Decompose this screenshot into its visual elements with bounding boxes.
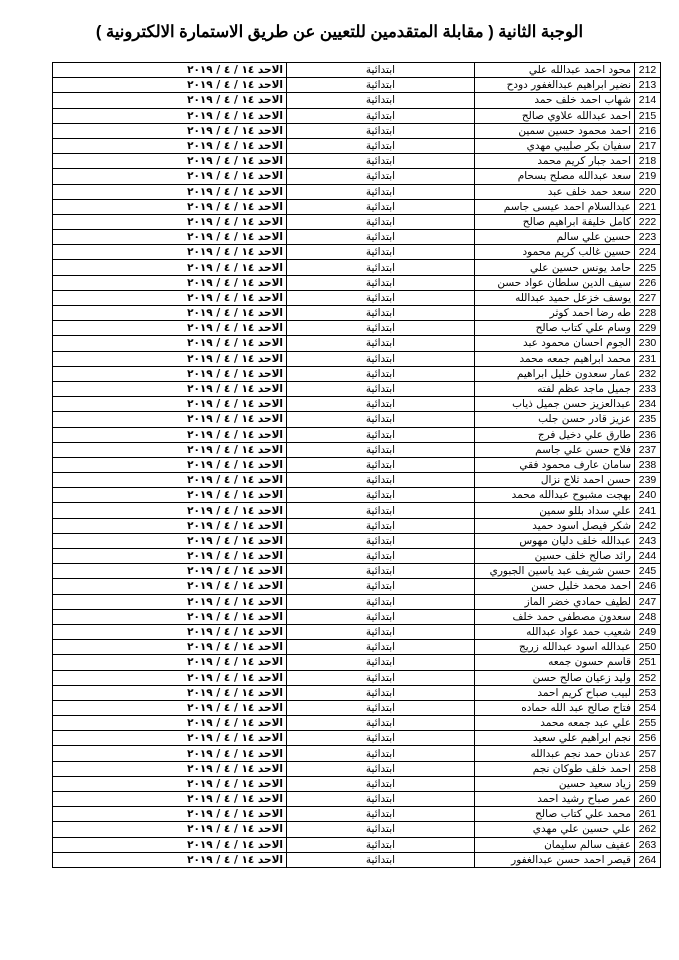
interview-date: الاحد ١٤ / ٤ / ٢٠١٩ [53,503,287,518]
row-number: 214 [635,93,661,108]
row-number: 231 [635,351,661,366]
interview-date: الاحد ١٤ / ٤ / ٢٠١٩ [53,306,287,321]
school-stage: ابتدائية [287,351,475,366]
interview-date: الاحد ١٤ / ٤ / ٢٠١٩ [53,579,287,594]
table-row [53,214,661,229]
interview-date: الاحد ١٤ / ٤ / ٢٠١٩ [53,852,287,867]
applicant-name: لبيب صباح كريم احمد [475,685,635,700]
row-number: 245 [635,564,661,579]
applicant-name: عبدالله خلف دليان مهوس [475,533,635,548]
applicant-name: الجوم احسان محمود عبد [475,336,635,351]
table-row [53,624,661,639]
table-row [53,321,661,336]
table-row [53,700,661,715]
interview-date: الاحد ١٤ / ٤ / ٢٠١٩ [53,245,287,260]
interview-date: الاحد ١٤ / ٤ / ٢٠١٩ [53,549,287,564]
table-row [53,503,661,518]
table-row [53,761,661,776]
row-number: 257 [635,746,661,761]
table-row [53,199,661,214]
school-stage: ابتدائية [287,685,475,700]
applicant-name: محمد علي كتاب صالح [475,807,635,822]
row-number: 218 [635,154,661,169]
row-number: 239 [635,473,661,488]
table-row [53,442,661,457]
table-row [53,731,661,746]
applicant-name: عزيز قادر حسن جلب [475,412,635,427]
table-row [53,579,661,594]
table-row [53,594,661,609]
applicant-name: عبدالعزيز حسن جميل ذياب [475,397,635,412]
row-number: 212 [635,63,661,78]
applicant-name: وسام علي كتاب صالح [475,321,635,336]
applicant-name: شعيب حمد عواد عبدالله [475,624,635,639]
applicant-name: طه رضا احمد كوثر [475,306,635,321]
row-number: 258 [635,761,661,776]
row-number: 244 [635,549,661,564]
school-stage: ابتدائية [287,852,475,867]
interview-date: الاحد ١٤ / ٤ / ٢٠١٩ [53,624,287,639]
applicant-name: قيصر احمد حسن عبدالغفور [475,852,635,867]
row-number: 254 [635,700,661,715]
row-number: 217 [635,138,661,153]
row-number: 261 [635,807,661,822]
table-row [53,518,661,533]
interview-date: الاحد ١٤ / ٤ / ٢٠١٩ [53,427,287,442]
table-row [53,473,661,488]
row-number: 250 [635,640,661,655]
school-stage: ابتدائية [287,93,475,108]
school-stage: ابتدائية [287,594,475,609]
table-row [53,381,661,396]
applicant-name: فلاح حسن علي جاسم [475,442,635,457]
row-number: 242 [635,518,661,533]
interview-date: الاحد ١٤ / ٤ / ٢٠١٩ [53,78,287,93]
row-number: 256 [635,731,661,746]
applicant-name: شهاب احمد خلف حمد [475,93,635,108]
table-row [53,488,661,503]
school-stage: ابتدائية [287,154,475,169]
interview-date: الاحد ١٤ / ٤ / ٢٠١٩ [53,837,287,852]
applicant-name: طارق علي دخيل فرج [475,427,635,442]
school-stage: ابتدائية [287,609,475,624]
applicant-name: بهجت مشبوح عبدالله محمد [475,488,635,503]
table-row [53,837,661,852]
interview-date: الاحد ١٤ / ٤ / ٢٠١٩ [53,822,287,837]
interview-date: الاحد ١٤ / ٤ / ٢٠١٩ [53,321,287,336]
table-row [53,366,661,381]
interview-date: الاحد ١٤ / ٤ / ٢٠١٩ [53,63,287,78]
table-row [53,792,661,807]
applicant-name: حسن شريف عبد ياسين الجبوري [475,564,635,579]
table-row [53,533,661,548]
school-stage: ابتدائية [287,518,475,533]
table-row [53,412,661,427]
row-number: 222 [635,214,661,229]
applicant-name: سيف الدين سلطان عواد حسن [475,275,635,290]
table-row [53,93,661,108]
row-number: 259 [635,776,661,791]
applicant-name: احمد محمود حسين سمين [475,123,635,138]
applicant-name: علي حسين علي مهدي [475,822,635,837]
applicant-name: محود احمد عبدالله علي [475,63,635,78]
applicant-name: شكر فيصل اسود حميد [475,518,635,533]
applicant-name: علي سداد بللو سمين [475,503,635,518]
table-row [53,63,661,78]
table-row [53,169,661,184]
table-row [53,154,661,169]
table-row [53,670,661,685]
row-number: 235 [635,412,661,427]
interview-date: الاحد ١٤ / ٤ / ٢٠١٩ [53,609,287,624]
school-stage: ابتدائية [287,670,475,685]
table-row [53,427,661,442]
interview-date: الاحد ١٤ / ٤ / ٢٠١٩ [53,336,287,351]
school-stage: ابتدائية [287,260,475,275]
row-number: 221 [635,199,661,214]
interview-date: الاحد ١٤ / ٤ / ٢٠١٩ [53,290,287,305]
interview-date: الاحد ١٤ / ٤ / ٢٠١٩ [53,776,287,791]
table-row [53,609,661,624]
row-number: 220 [635,184,661,199]
row-number: 251 [635,655,661,670]
table-row [53,852,661,867]
table-row [53,397,661,412]
applicant-name: نضير ابراهيم عبدالغفور دودح [475,78,635,93]
school-stage: ابتدائية [287,108,475,123]
applicant-name: نجم ابراهيم علي سعيد [475,731,635,746]
interview-date: الاحد ١٤ / ٤ / ٢٠١٩ [53,761,287,776]
school-stage: ابتدائية [287,427,475,442]
applicant-name: احمد عبدالله علاوي صالح [475,108,635,123]
row-number: 240 [635,488,661,503]
applicant-name: حسن احمد ثلاج نزال [475,473,635,488]
applicant-name: عبدالسلام احمد عيسى جاسم [475,199,635,214]
row-number: 215 [635,108,661,123]
school-stage: ابتدائية [287,761,475,776]
applicant-name: سعد حمد خلف عبد [475,184,635,199]
school-stage: ابتدائية [287,245,475,260]
interview-date: الاحد ١٤ / ٤ / ٢٠١٩ [53,138,287,153]
school-stage: ابتدائية [287,199,475,214]
applicant-name: زياد سعيد حسين [475,776,635,791]
table-row [53,108,661,123]
school-stage: ابتدائية [287,746,475,761]
applicant-name: احمد جبار كريم محمد [475,154,635,169]
school-stage: ابتدائية [287,457,475,472]
school-stage: ابتدائية [287,230,475,245]
interview-date: الاحد ١٤ / ٤ / ٢٠١٩ [53,700,287,715]
row-number: 225 [635,260,661,275]
interview-date: الاحد ١٤ / ٤ / ٢٠١٩ [53,518,287,533]
table-row [53,290,661,305]
school-stage: ابتدائية [287,822,475,837]
row-number: 241 [635,503,661,518]
table-row [53,184,661,199]
interview-date: الاحد ١٤ / ٤ / ٢٠١٩ [53,746,287,761]
row-number: 224 [635,245,661,260]
row-number: 248 [635,609,661,624]
row-number: 236 [635,427,661,442]
interview-date: الاحد ١٤ / ٤ / ٢٠١٩ [53,154,287,169]
applicant-name: سعد عبدالله مصلح بسحام [475,169,635,184]
school-stage: ابتدائية [287,792,475,807]
applicant-name: محمد ابراهيم جمعه محمد [475,351,635,366]
table-row [53,351,661,366]
table-row [53,549,661,564]
school-stage: ابتدائية [287,366,475,381]
interview-date: الاحد ١٤ / ٤ / ٢٠١٩ [53,792,287,807]
school-stage: ابتدائية [287,63,475,78]
table-row [53,260,661,275]
school-stage: ابتدائية [287,549,475,564]
applicant-name: يوسف خزعل حميد عبدالله [475,290,635,305]
school-stage: ابتدائية [287,442,475,457]
row-number: 263 [635,837,661,852]
interview-date: الاحد ١٤ / ٤ / ٢٠١٩ [53,169,287,184]
table-row [53,564,661,579]
school-stage: ابتدائية [287,655,475,670]
table-row [53,457,661,472]
interview-date: الاحد ١٤ / ٤ / ٢٠١٩ [53,716,287,731]
row-number: 262 [635,822,661,837]
interview-date: الاحد ١٤ / ٤ / ٢٠١٩ [53,533,287,548]
interview-date: الاحد ١٤ / ٤ / ٢٠١٩ [53,260,287,275]
applicant-name: علي عبد جمعه محمد [475,716,635,731]
applicant-name: وليد زعيان صالح حسن [475,670,635,685]
school-stage: ابتدائية [287,533,475,548]
school-stage: ابتدائية [287,731,475,746]
school-stage: ابتدائية [287,336,475,351]
applicant-name: كامل خليفة ابراهيم صالح [475,214,635,229]
school-stage: ابتدائية [287,78,475,93]
interview-date: الاحد ١٤ / ٤ / ٢٠١٩ [53,640,287,655]
interview-date: الاحد ١٤ / ٤ / ٢٠١٩ [53,351,287,366]
interview-date: الاحد ١٤ / ٤ / ٢٠١٩ [53,275,287,290]
table-row [53,336,661,351]
row-number: 247 [635,594,661,609]
school-stage: ابتدائية [287,397,475,412]
row-number: 243 [635,533,661,548]
interview-date: الاحد ١٤ / ٤ / ٢٠١٩ [53,108,287,123]
applicant-name: عدنان حمد نجم عبدالله [475,746,635,761]
row-number: 216 [635,123,661,138]
table-row [53,138,661,153]
row-number: 228 [635,306,661,321]
school-stage: ابتدائية [287,503,475,518]
interview-date: الاحد ١٤ / ٤ / ٢٠١٩ [53,685,287,700]
table-row [53,807,661,822]
applicant-name: عفيف سالم سليمان [475,837,635,852]
school-stage: ابتدائية [287,184,475,199]
school-stage: ابتدائية [287,290,475,305]
row-number: 238 [635,457,661,472]
table-row [53,78,661,93]
row-number: 213 [635,78,661,93]
table-row [53,822,661,837]
interview-date: الاحد ١٤ / ٤ / ٢٠١٩ [53,670,287,685]
applicant-name: سعدون مصطفى حمد خلف [475,609,635,624]
interview-date: الاحد ١٤ / ٤ / ٢٠١٩ [53,473,287,488]
table-row [53,275,661,290]
applicant-name: احمد محمد خليل حسن [475,579,635,594]
row-number: 252 [635,670,661,685]
interview-date: الاحد ١٤ / ٤ / ٢٠١٩ [53,366,287,381]
applicant-name: عمار سعدون خليل ابراهيم [475,366,635,381]
table-row [53,245,661,260]
table-row [53,640,661,655]
table-row [53,306,661,321]
school-stage: ابتدائية [287,807,475,822]
interview-date: الاحد ١٤ / ٤ / ٢٠١٩ [53,230,287,245]
interview-date: الاحد ١٤ / ٤ / ٢٠١٩ [53,564,287,579]
interview-date: الاحد ١٤ / ٤ / ٢٠١٩ [53,457,287,472]
applicant-name: فتاح صالح عبد الله حماده [475,700,635,715]
interview-date: الاحد ١٤ / ٤ / ٢٠١٩ [53,655,287,670]
school-stage: ابتدائية [287,564,475,579]
row-number: 253 [635,685,661,700]
school-stage: ابتدائية [287,412,475,427]
interview-date: الاحد ١٤ / ٤ / ٢٠١٩ [53,123,287,138]
school-stage: ابتدائية [287,123,475,138]
school-stage: ابتدائية [287,640,475,655]
applicant-name: جميل ماجد عظم لفته [475,381,635,396]
interview-date: الاحد ١٤ / ٤ / ٢٠١٩ [53,184,287,199]
applicant-name: لطيف حمادي خضر الماز [475,594,635,609]
interview-date: الاحد ١٤ / ٤ / ٢٠١٩ [53,381,287,396]
row-number: 232 [635,366,661,381]
table-row [53,776,661,791]
school-stage: ابتدائية [287,488,475,503]
interview-date: الاحد ١٤ / ٤ / ٢٠١٩ [53,731,287,746]
table-row [53,655,661,670]
row-number: 234 [635,397,661,412]
applicant-name: احمد خلف طوكان نجم [475,761,635,776]
interview-date: الاحد ١٤ / ٤ / ٢٠١٩ [53,214,287,229]
school-stage: ابتدائية [287,275,475,290]
row-number: 226 [635,275,661,290]
row-number: 223 [635,230,661,245]
school-stage: ابتدائية [287,214,475,229]
row-number: 255 [635,716,661,731]
interview-date: الاحد ١٤ / ٤ / ٢٠١٩ [53,412,287,427]
school-stage: ابتدائية [287,321,475,336]
applicants-table [52,62,661,868]
table-row [53,746,661,761]
school-stage: ابتدائية [287,381,475,396]
school-stage: ابتدائية [287,579,475,594]
interview-date: الاحد ١٤ / ٤ / ٢٠١٩ [53,93,287,108]
applicant-name: عمر صباح رشيد احمد [475,792,635,807]
interview-date: الاحد ١٤ / ٤ / ٢٠١٩ [53,807,287,822]
row-number: 249 [635,624,661,639]
school-stage: ابتدائية [287,138,475,153]
row-number: 230 [635,336,661,351]
school-stage: ابتدائية [287,716,475,731]
school-stage: ابتدائية [287,473,475,488]
applicants-table-body [53,63,661,868]
school-stage: ابتدائية [287,700,475,715]
interview-date: الاحد ١٤ / ٤ / ٢٠١٩ [53,488,287,503]
applicant-name: حسين غالب كريم محمود [475,245,635,260]
row-number: 260 [635,792,661,807]
interview-date: الاحد ١٤ / ٤ / ٢٠١٩ [53,397,287,412]
row-number: 237 [635,442,661,457]
interview-date: الاحد ١٤ / ٤ / ٢٠١٩ [53,594,287,609]
applicant-name: سامان عارف محمود فقي [475,457,635,472]
row-number: 219 [635,169,661,184]
applicant-name: سفيان بكر صليبي مهدي [475,138,635,153]
applicant-name: قاسم حسون جمعه [475,655,635,670]
row-number: 233 [635,381,661,396]
table-row [53,716,661,731]
school-stage: ابتدائية [287,776,475,791]
school-stage: ابتدائية [287,837,475,852]
applicant-name: حامد يونس حسين علي [475,260,635,275]
row-number: 246 [635,579,661,594]
table-row [53,230,661,245]
interview-date: الاحد ١٤ / ٤ / ٢٠١٩ [53,442,287,457]
school-stage: ابتدائية [287,624,475,639]
applicant-name: رائد صالح خلف حسين [475,549,635,564]
document-title: الوجبة الثانية ( مقابلة المتقدمين للتعيين عن طريق الاستمارة الالكترونية ) [95,23,584,41]
row-number: 229 [635,321,661,336]
row-number: 264 [635,852,661,867]
school-stage: ابتدائية [287,169,475,184]
table-row [53,685,661,700]
interview-date: الاحد ١٤ / ٤ / ٢٠١٩ [53,199,287,214]
applicant-name: حسين علي سالم [475,230,635,245]
applicant-name: عبدالله اسود عبدالله زريج [475,640,635,655]
table-row [53,123,661,138]
row-number: 227 [635,290,661,305]
school-stage: ابتدائية [287,306,475,321]
